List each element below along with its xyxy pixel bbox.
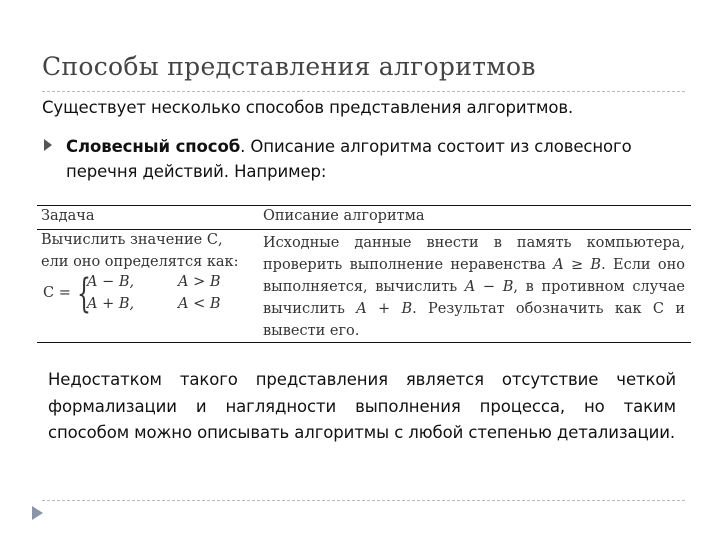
desc-sum: A + B bbox=[356, 301, 413, 317]
algorithm-description bbox=[263, 232, 685, 342]
bullet-line1-rest: . Описание алгоритма состоит из словесного bbox=[240, 137, 632, 156]
bullet-text bbox=[66, 134, 686, 184]
desc-part-3: , в противном случае вычислить bbox=[263, 279, 685, 317]
desc-inequality: A ≥ B bbox=[553, 257, 602, 273]
formula-case2-expr: A + B, bbox=[87, 296, 135, 312]
table-header-task: Задача bbox=[41, 208, 95, 224]
task-line-1: Вычислить значение С, bbox=[41, 232, 223, 248]
bullet-bold: Словесный способ bbox=[66, 137, 241, 156]
task-line-2: ели оно определятся как: bbox=[41, 254, 239, 270]
bullet-line2: перечня действий. Например: bbox=[66, 162, 327, 181]
title-divider bbox=[42, 91, 685, 92]
desc-part-2: . Если оно выполняется, вычислить bbox=[263, 257, 685, 295]
desc-part-4: . Результат обозначить как С и вывести его. bbox=[263, 301, 685, 339]
desc-difference: A − B bbox=[464, 279, 514, 295]
formula-brace: { bbox=[77, 271, 91, 317]
conclusion-paragraph: Недостатком такого представления является отсутствие четкой формализации и наглядности выполнения процесса, но таким способом можно описывать алгоритмы с любой степенью детализации. bbox=[48, 370, 676, 442]
desc-part-1: Исходные данные внести в память компьютера, проверить выполнение неравенства bbox=[263, 235, 685, 273]
slide-title: Способы представления алгоритмов bbox=[42, 52, 536, 81]
example-table bbox=[37, 205, 691, 343]
triangle-bullet-icon bbox=[44, 139, 52, 151]
footer-divider bbox=[42, 500, 685, 501]
intro-text: Существует несколько способов представления алгоритмов. bbox=[42, 98, 574, 117]
formula-case2-cond: A < B bbox=[178, 296, 221, 312]
formula-c-equals: С = bbox=[43, 285, 71, 301]
table-header-rule bbox=[37, 229, 691, 230]
formula-case1-cond: A > B bbox=[178, 274, 221, 290]
table-header-description: Описание алгоритма bbox=[263, 208, 425, 224]
formula-case1-expr: A − B, bbox=[87, 274, 135, 290]
triangle-nav-icon[interactable] bbox=[32, 506, 43, 520]
